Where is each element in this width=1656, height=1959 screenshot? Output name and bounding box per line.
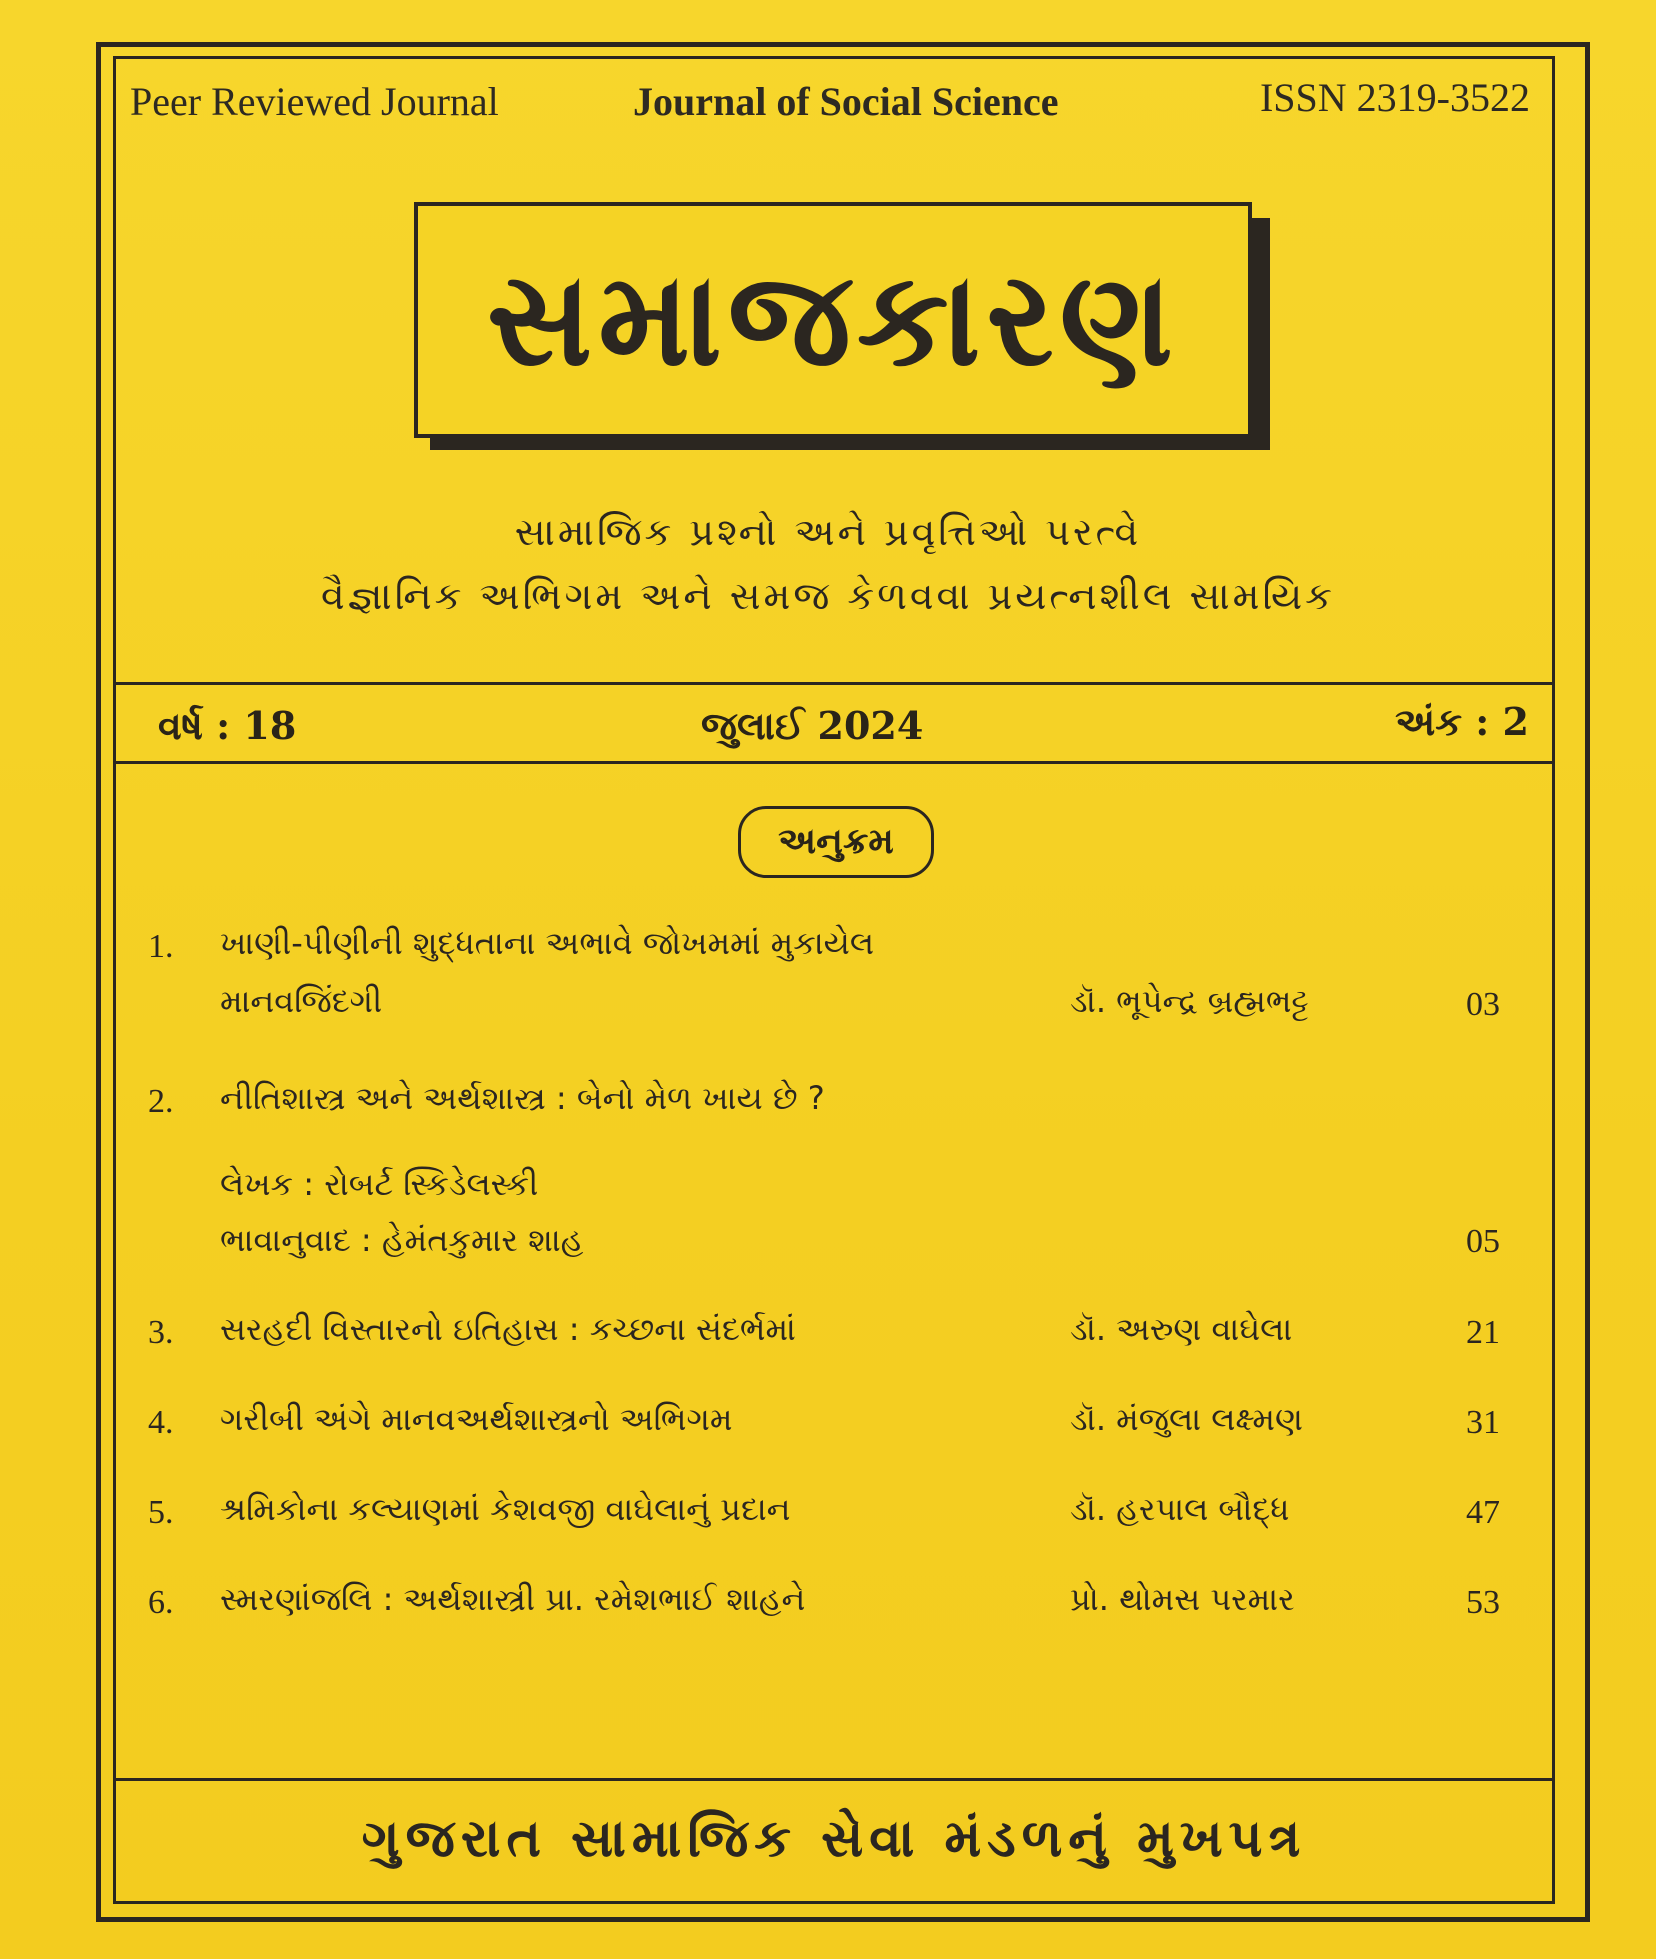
toc-title: શ્રમિકોના કલ્યાણમાં કેશવજી વાઘેલાનું પ્રદાન — [220, 1490, 791, 1528]
toc-title: ખાણી-પીણીની શુદ્ધતાના અભાવે જોખમમાં મુકાયેલ — [220, 924, 875, 962]
tagline-line1: સામાજિક પ્રશ્નો અને પ્રવૃત્તિઓ પરત્વે — [514, 510, 1142, 554]
toc-page: 21 — [1466, 1314, 1500, 1351]
toc-author: ડૉ. હરપાલ બૌદ્ધ — [1070, 1490, 1290, 1528]
toc-page: 05 — [1466, 1223, 1500, 1260]
volume-label: વર્ષ : 18 — [158, 703, 297, 748]
journal-name: Journal of Social Science — [633, 79, 1059, 124]
toc-title: નીતિશાસ્ત્ર અને અર્થશાસ્ત્ર : બેનો મેળ ખાય છે ? — [220, 1079, 825, 1117]
issue-number: અંક : 2 — [1395, 699, 1529, 744]
toc-number: 6. — [148, 1584, 174, 1621]
toc-translator: ભાવાનુવાદ : હેમંતકુમાર શાહ — [220, 1221, 584, 1259]
toc-number: 3. — [148, 1314, 174, 1351]
peer-reviewed-label: Peer Reviewed Journal — [130, 79, 499, 124]
toc-title-continued: માનવજિંદગી — [220, 982, 383, 1020]
issue-date: જુલાઈ 2024 — [701, 703, 924, 748]
toc-page: 53 — [1466, 1584, 1500, 1621]
toc-number: 1. — [148, 928, 174, 965]
header-row — [130, 70, 1530, 130]
contents-heading: અનુક્રમ — [738, 806, 934, 878]
toc-author: ડૉ. ભૂપેન્દ્ર બ્રહ્મભટ્ટ — [1070, 982, 1309, 1020]
toc-title: સ્મરણાંજલિ : અર્થશાસ્ત્રી પ્રા. રમેશભાઈ શાહને — [220, 1580, 806, 1618]
toc-number: 2. — [148, 1083, 174, 1120]
toc-author: ડૉ. મંજુલા લક્ષ્મણ — [1070, 1400, 1303, 1438]
toc-title: સરહદી વિસ્તારનો ઇતિહાસ : કચ્છના સંદર્ભમાં — [220, 1310, 796, 1348]
title-box — [414, 202, 1252, 438]
toc-author: પ્રો. થોમસ પરમાર — [1070, 1580, 1295, 1618]
toc-page: 31 — [1466, 1404, 1500, 1441]
toc-writer: લેખક : રોબર્ટ સ્કિડેલસ્કી — [220, 1165, 539, 1203]
issue-info-bar — [113, 682, 1555, 764]
toc-number: 4. — [148, 1404, 174, 1441]
toc-title: ગરીબી અંગે માનવઅર્થશાસ્ત્રનો અભિગમ — [220, 1400, 733, 1438]
toc-author: ડૉ. અરુણ વાઘેલા — [1070, 1310, 1293, 1348]
toc-page: 03 — [1466, 986, 1500, 1023]
tagline-line2: વૈજ્ઞાનિક અભિગમ અને સમજ કેળવવા પ્રયત્નશીલ સામયિક — [320, 574, 1335, 618]
toc-page: 47 — [1466, 1494, 1500, 1531]
toc-number: 5. — [148, 1494, 174, 1531]
footer-mouthpiece: ગુજરાત સામાજિક સેવા મંડળનું મુખપત્ર — [113, 1778, 1555, 1898]
issn-label: ISSN 2319-3522 — [1259, 75, 1530, 120]
journal-title: સમાજકારણ — [486, 243, 1180, 395]
